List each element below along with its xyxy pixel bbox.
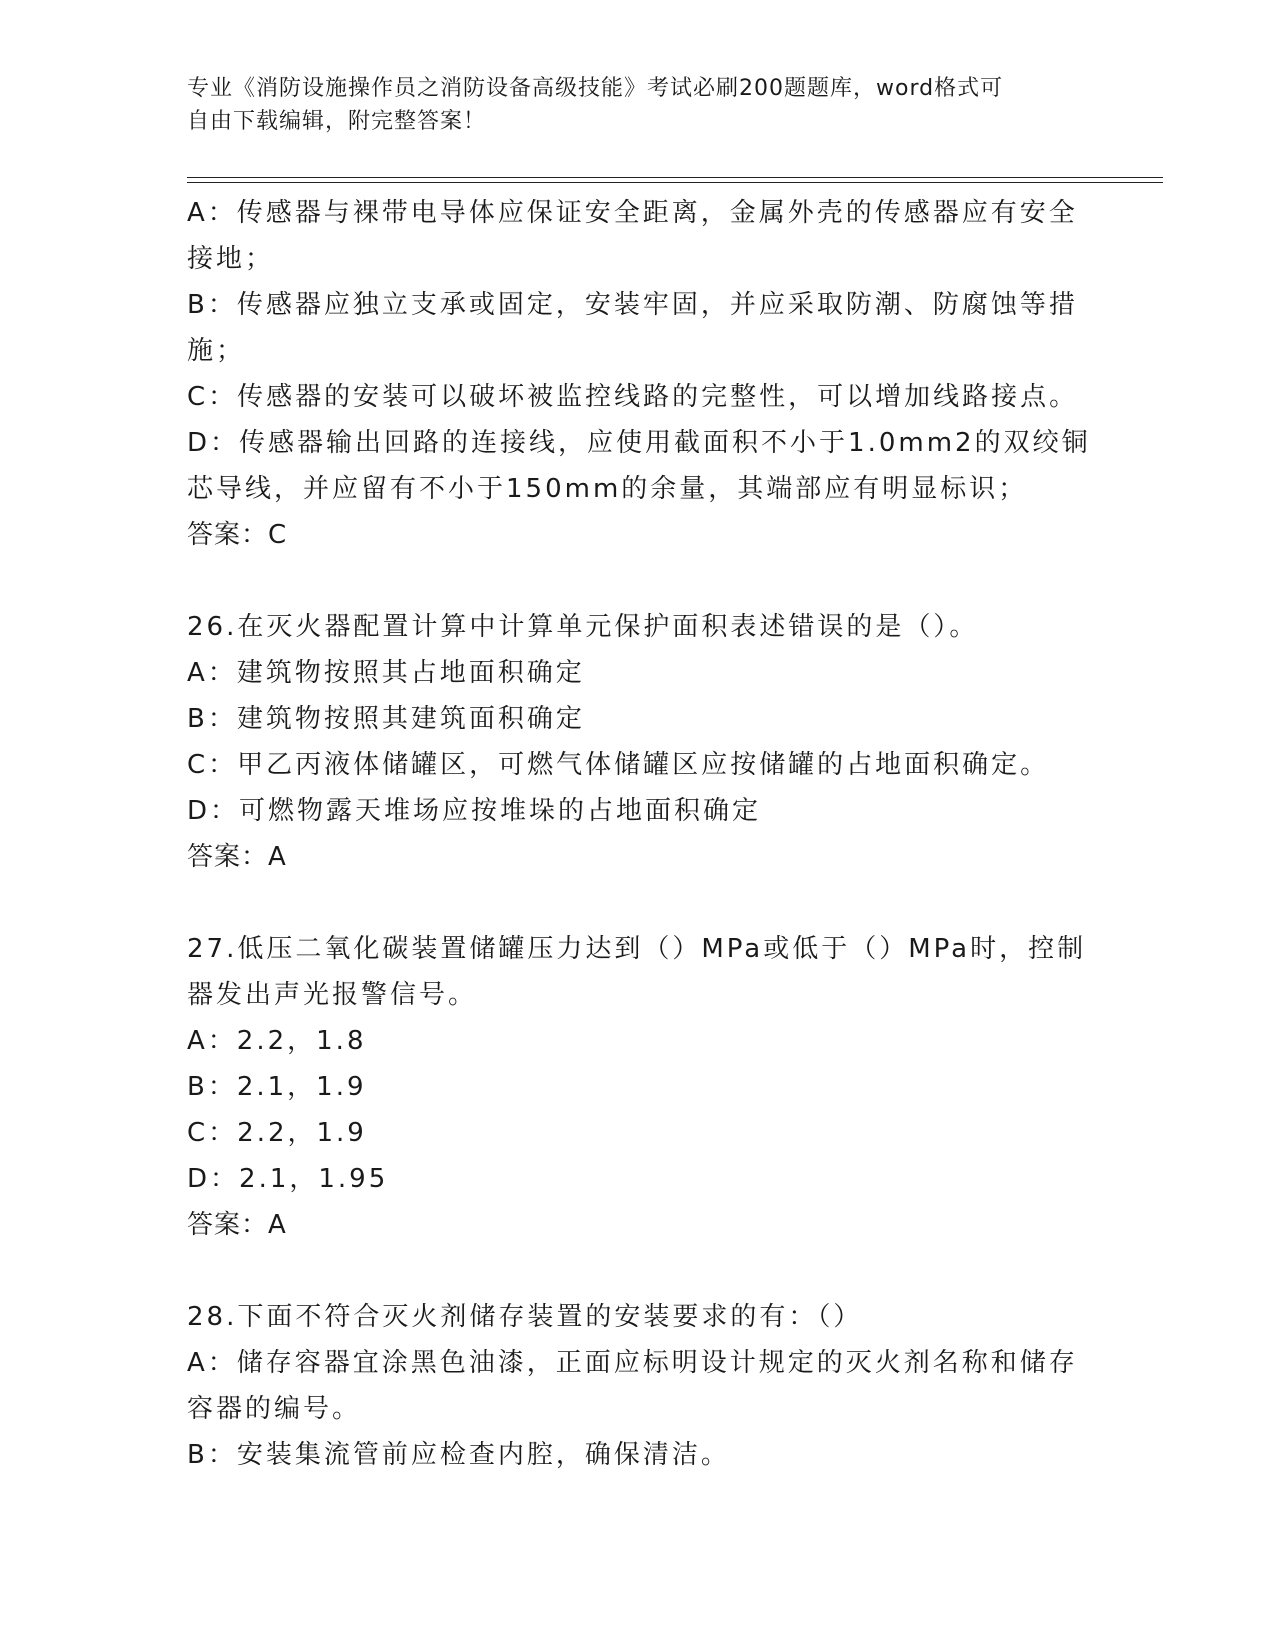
q27-option-b: B：2.1，1.9 [187, 1072, 367, 1102]
q25-option-a-line2: 接地； [187, 244, 275, 274]
q27-option-a: A：2.2，1.8 [187, 1026, 367, 1056]
q28-option-b: B：安装集流管前应检查内腔，确保清洁。 [187, 1440, 730, 1470]
q25-option-c: C：传感器的安装可以破坏被监控线路的完整性，可以增加线路接点。 [187, 382, 1079, 412]
question-list [187, 190, 1091, 1478]
q28-question: 28.下面不符合灭火剂储存装置的安装要求的有：（） [187, 1302, 863, 1332]
q25-option-d-line1: D：传感器输出回路的连接线，应使用截面积不小于1.0mm2的双绞铜 [187, 428, 1091, 458]
q27-question-line2: 器发出声光报警信号。 [187, 980, 478, 1010]
document-header [187, 72, 1067, 138]
header-line-1: 专业《消防设施操作员之消防设备高级技能》考试必刷200题题库，word格式可 [187, 76, 1004, 101]
spacer [187, 880, 1087, 926]
q28-option-a-line1: A：储存容器宜涂黑色油漆，正面应标明设计规定的灭火剂名称和储存 [187, 1348, 1078, 1378]
q26-option-d: D：可燃物露天堆场应按堆垛的占地面积确定 [187, 796, 762, 826]
q28-option-a-line2: 容器的编号。 [187, 1394, 362, 1424]
q25-answer: 答案：C [187, 520, 288, 550]
q25-option-b-line2: 施； [187, 336, 246, 366]
header-divider-bottom [187, 182, 1163, 183]
q26-question: 26.在灭火器配置计算中计算单元保护面积表述错误的是（）。 [187, 612, 979, 642]
q25-option-a-line1: A：传感器与裸带电导体应保证安全距离，金属外壳的传感器应有安全 [187, 198, 1078, 228]
q27-answer: 答案：A [187, 1210, 287, 1240]
spacer [187, 1248, 1087, 1294]
q26-option-b: B：建筑物按照其建筑面积确定 [187, 704, 585, 734]
q26-option-c: C：甲乙丙液体储罐区，可燃气体储罐区应按储罐的占地面积确定。 [187, 750, 1050, 780]
q26-option-a: A：建筑物按照其占地面积确定 [187, 658, 585, 688]
q27-option-c: C：2.2，1.9 [187, 1118, 367, 1148]
q27-option-d: D：2.1，1.95 [187, 1164, 389, 1194]
q25-option-d-line2: 芯导线，并应留有不小于150mm的余量，其端部应有明显标识； [187, 474, 1028, 504]
q25-option-b-line1: B：传感器应独立支承或固定，安装牢固，并应采取防潮、防腐蚀等措 [187, 290, 1078, 320]
header-line-2: 自由下载编辑，附完整答案！ [187, 109, 487, 134]
header-divider-top [187, 177, 1163, 178]
q26-answer: 答案：A [187, 842, 287, 872]
q27-question-line1: 27.低压二氧化碳装置储罐压力达到（）MPa或低于（）MPa时，控制 [187, 934, 1087, 964]
spacer [187, 558, 1087, 604]
